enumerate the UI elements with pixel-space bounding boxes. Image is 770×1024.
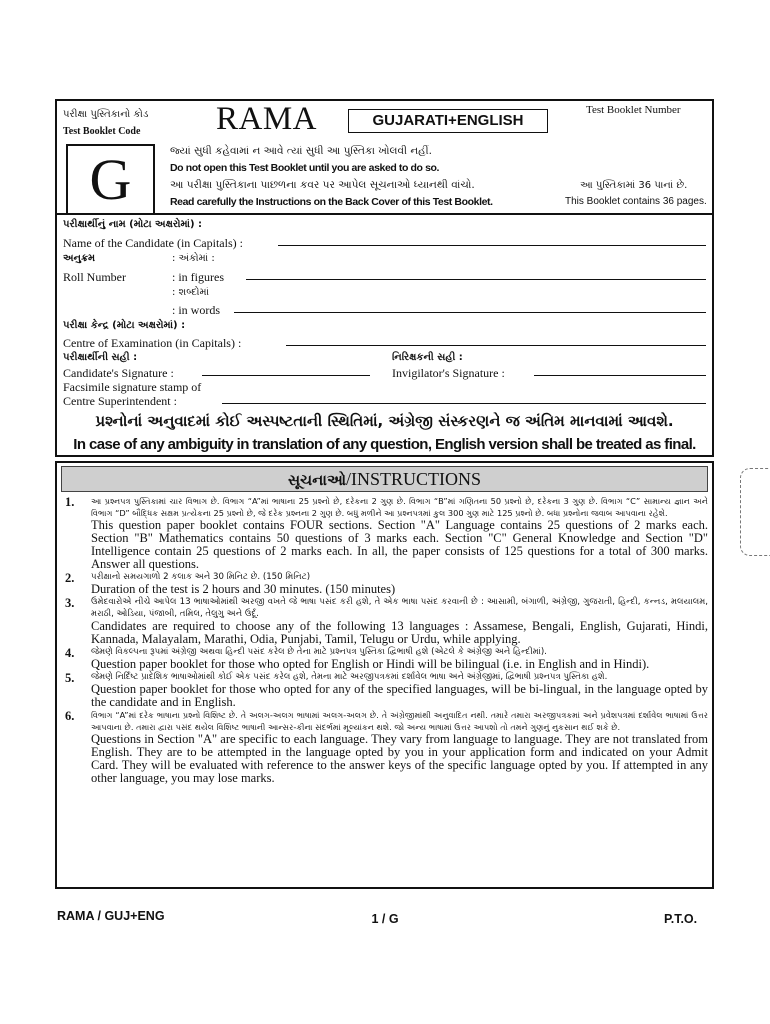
read-instructions-en: Read carefully the Instructions on the Back Cover of this Test Booklet. xyxy=(170,196,493,208)
roll-words-label-gu: : શબ્દોમાં xyxy=(172,287,210,298)
instruction-item-4 xyxy=(61,646,708,671)
instruction-number: 2. xyxy=(65,571,75,585)
instruction-text-gu: આ પ્રશ્નપત્ર પુસ્તિકામાં ચાર વિભાગ છે. વિભાગ “A”માં ભાષાના 25 પ્રશ્નો છે, દરેકના 2 ગુણ છે. વિભાગ “B”માં ગણિતના 50 પ્રશ્નો છે, દરેકના 3 ગુણ છે. વિભાગ “C” સામાન્ય જ્ઞાન અને વિભાગ “D” બૌદ્ધિક સક્ષમ પ્રત્યેકના 25 પ્રશ્નો છે, જે દરેક પ્રશ્નના 2 ગુણ છે. બધું મળીને આ પ્રશ્નપત્રમાં કુલ 300 ગુણ માટે 125 પ્રશ્નો છે. બધા પ્રશ્નોના જવાબ આપવાના રહેશે. xyxy=(91,496,708,518)
instruction-item-5 xyxy=(61,671,708,709)
candidate-name-label-gu: પરીક્ષાર્થીનું નામ (મોટા અક્ષરોમાં) : xyxy=(63,219,203,230)
translation-notice-gu: પ્રશ્નોનાં અનુવાદમાં કોઈ અસ્પષ્ટતાની સ્થિતિમાં, અંગ્રેજી સંસ્કરણને જ અંતિમ માનવામાં આવશે. xyxy=(95,412,674,430)
instruction-text-gu: જેમણે નિર્દિષ્ટ પ્રાદેશિક ભાષાઓમાંથી કોઈ એક પસંદ કરેલ હશે, તેમના માટે અરજીપત્રકમાં દર્શાવેલ ભાષા અને અંગ્રેજીમાં, દ્વિભાષી પ્રશ્નપત્ર પુસ્તિકા હશે. xyxy=(91,672,608,682)
header-divider xyxy=(55,213,714,215)
instructions-box xyxy=(55,461,714,889)
centre-label-gu: પરીક્ષા કેન્દ્ર (મોટા અક્ષરોમાં) : xyxy=(63,320,186,331)
facsimile-label-line2: Centre Superintendent : xyxy=(63,394,177,408)
centre-field[interactable] xyxy=(286,345,706,346)
instruction-item-6 xyxy=(61,709,708,785)
invigilator-signature-field[interactable] xyxy=(534,375,706,376)
roll-digits-label-gu: : અંકોમાં : xyxy=(172,253,215,264)
roll-label-gu: અનુક્રમ xyxy=(63,253,96,264)
booklet-code-label-gu: પરીક્ષા પુસ્તિકાનો કોડ xyxy=(63,109,149,120)
instructions-title-gu: સૂચનાઓ xyxy=(287,471,347,489)
series-title: RAMA xyxy=(216,101,318,137)
instruction-text-gu: પરીક્ષાનો સમયગાળો 2 કલાક અને 30 મિનિટ છે. (150 મિનિટ) xyxy=(91,572,311,582)
instruction-number: 4. xyxy=(65,646,75,660)
invigilator-signature-label: Invigilator's Signature : xyxy=(392,366,505,380)
pages-en: This Booklet contains 36 pages. xyxy=(565,196,707,207)
pages-gu: આ પુસ્તિકામાં 36 પાનાં છે. xyxy=(580,180,688,191)
code-letter: G xyxy=(66,144,155,215)
instruction-number: 1. xyxy=(65,495,75,509)
warning-gu: જ્યાં સુધી કહેવામાં ન આવે ત્યાં સુધી આ પુસ્તિકા ખોલવી નહીં. xyxy=(170,145,432,157)
footer-page-number: 1 / G xyxy=(371,912,399,926)
instruction-number: 3. xyxy=(65,596,75,610)
instruction-item-3 xyxy=(61,596,708,646)
instruction-text-en: Questions in Section "A" are specific to each language. They vary from language to language. They are not translated from English. They are to be attempted in the language opted by you in your application form and indicated on your Admit Card. They will be evaluated with reference to the answer keys of the specific language opted by you. If attempted in any other language, you may lose marks. xyxy=(91,732,708,785)
facsimile-label-line1: Facsimile signature stamp of xyxy=(63,380,202,394)
instructions-heading xyxy=(61,466,708,492)
margin-cutout-mark xyxy=(740,468,770,556)
superintendent-stamp-field[interactable] xyxy=(222,403,706,404)
warning-en: Do not open this Test Booklet until you are asked to do so. xyxy=(170,162,440,174)
candidate-signature-label: Candidate's Signature : xyxy=(63,366,174,380)
read-instructions-gu: આ પરીક્ષા પુસ્તિકાના પાછળના કવર પર આપેલ સૂચનાઓ ધ્યાનથી વાંચો. xyxy=(170,179,475,191)
instruction-text-en: Duration of the test is 2 hours and 30 minutes. (150 minutes) xyxy=(91,582,396,596)
instructions-list xyxy=(61,495,708,785)
candidate-name-label: Name of the Candidate (in Capitals) : xyxy=(63,236,243,250)
instruction-item-1 xyxy=(61,495,708,571)
language-box: GUJARATI+ENGLISH xyxy=(348,109,548,133)
instruction-item-2 xyxy=(61,571,708,596)
roll-words-label: : in words xyxy=(172,303,220,317)
instruction-text-gu: વિભાગ “A”માં દરેક ભાષાના પ્રશ્નો વિશિષ્ટ છે. તે અલગ-અલગ ભાષામાં અલગ-અલગ છે. તે અંગ્રેજીમાંથી અનુવાદિત નથી. તમારે તમારા અરજીપત્રકમાં અને પ્રવેશપત્રમાં દર્શાવેલ ભાષામાં ઉત્તર આપવાના છે. તમારા દ્વારા પસંદ થયેલ વિશિષ્ટ ભાષાની આન્સર-કીના સંદર્ભમાં મૂલ્યાંકન થશે. જો અન્ય ભાષામાં ઉત્તર આપશો તો તમને ગુણનું નુકસાન થઈ શકે છે. xyxy=(91,710,708,732)
instruction-number: 5. xyxy=(65,671,75,685)
instruction-text-en: Question paper booklet for those who opted for English or Hindi will be bilingual (i.e. in English and in Hindi). xyxy=(91,657,650,671)
booklet-code-label: Test Booklet Code xyxy=(63,126,141,137)
booklet-number-label: Test Booklet Number xyxy=(586,104,681,116)
centre-label: Centre of Examination (in Capitals) : xyxy=(63,336,242,350)
candidate-signature-label-gu: પરીક્ષાર્થીની સહી : xyxy=(63,352,138,363)
roll-figures-field[interactable] xyxy=(246,279,706,280)
instruction-number: 6. xyxy=(65,709,75,723)
footer-pto: P.T.O. xyxy=(664,912,698,926)
invigilator-signature-label-gu: નિરિક્ષકની સહી : xyxy=(392,352,463,363)
roll-words-field[interactable] xyxy=(234,312,706,313)
roll-number-label: Roll Number xyxy=(63,270,126,284)
instruction-text-gu: ઉમેદવારોએ નીચે આપેલ 13 ભાષાઓમાંથી અરજી વખતે જે ભાષા પસંદ કરી હશે, તે એક ભાષા પસંદ કરવાની છે : આસામી, બંગાળી, અંગ્રેજી, ગુજરાતી, હિન્દી, કન્નડ, મલયાલમ, મરાઠી, ઓડિયા, પંજાબી, તમિલ, તેલુગુ અને ઉર્દૂ. xyxy=(91,597,708,619)
instructions-title-en: /INSTRUCTIONS xyxy=(346,469,482,489)
candidate-name-field[interactable] xyxy=(278,245,706,246)
instruction-text-gu: જેમણે વિકલ્પના રૂપમાં અંગ્રેજી અથવા હિન્દી પસંદ કરેલ છે તેના માટે પ્રશ્નપત્ર પુસ્તિકા દ્વિભાષી હશે (એટલે કે અંગ્રેજી અને હિન્દીમાં). xyxy=(91,647,547,657)
instruction-text-en: This question paper booklet contains FOUR sections. Section "A" Language contains 25 questions of 2 marks each. Section "B" Mathematics contains 50 questions of 3 marks each. Section "C" General Knowledge and Section "D" Intelligence contain 25 questions of 2 marks each. In all, the paper consists of 125 questions for a total of 300 marks. Answer all questions. xyxy=(91,518,708,571)
instruction-text-en: Candidates are required to choose any of the following 13 languages : Assamese, Bengali, English, Gujarati, Hindi, Kannada, Malayalam, Marathi, Odia, Punjabi, Tamil, Telugu or Urdu, while applying. xyxy=(91,619,708,646)
translation-notice-en: In case of any ambiguity in translation of any question, English version shall be treated as final. xyxy=(73,436,696,453)
instruction-text-en: Question paper booklet for those who opted for any of the specified languages, will be bi-lingual, in the language opted by the candidate and in English. xyxy=(91,682,708,709)
candidate-signature-field[interactable] xyxy=(202,375,370,376)
roll-figures-label: : in figures xyxy=(172,270,224,284)
footer-paper-code: RAMA / GUJ+ENG xyxy=(57,909,165,923)
